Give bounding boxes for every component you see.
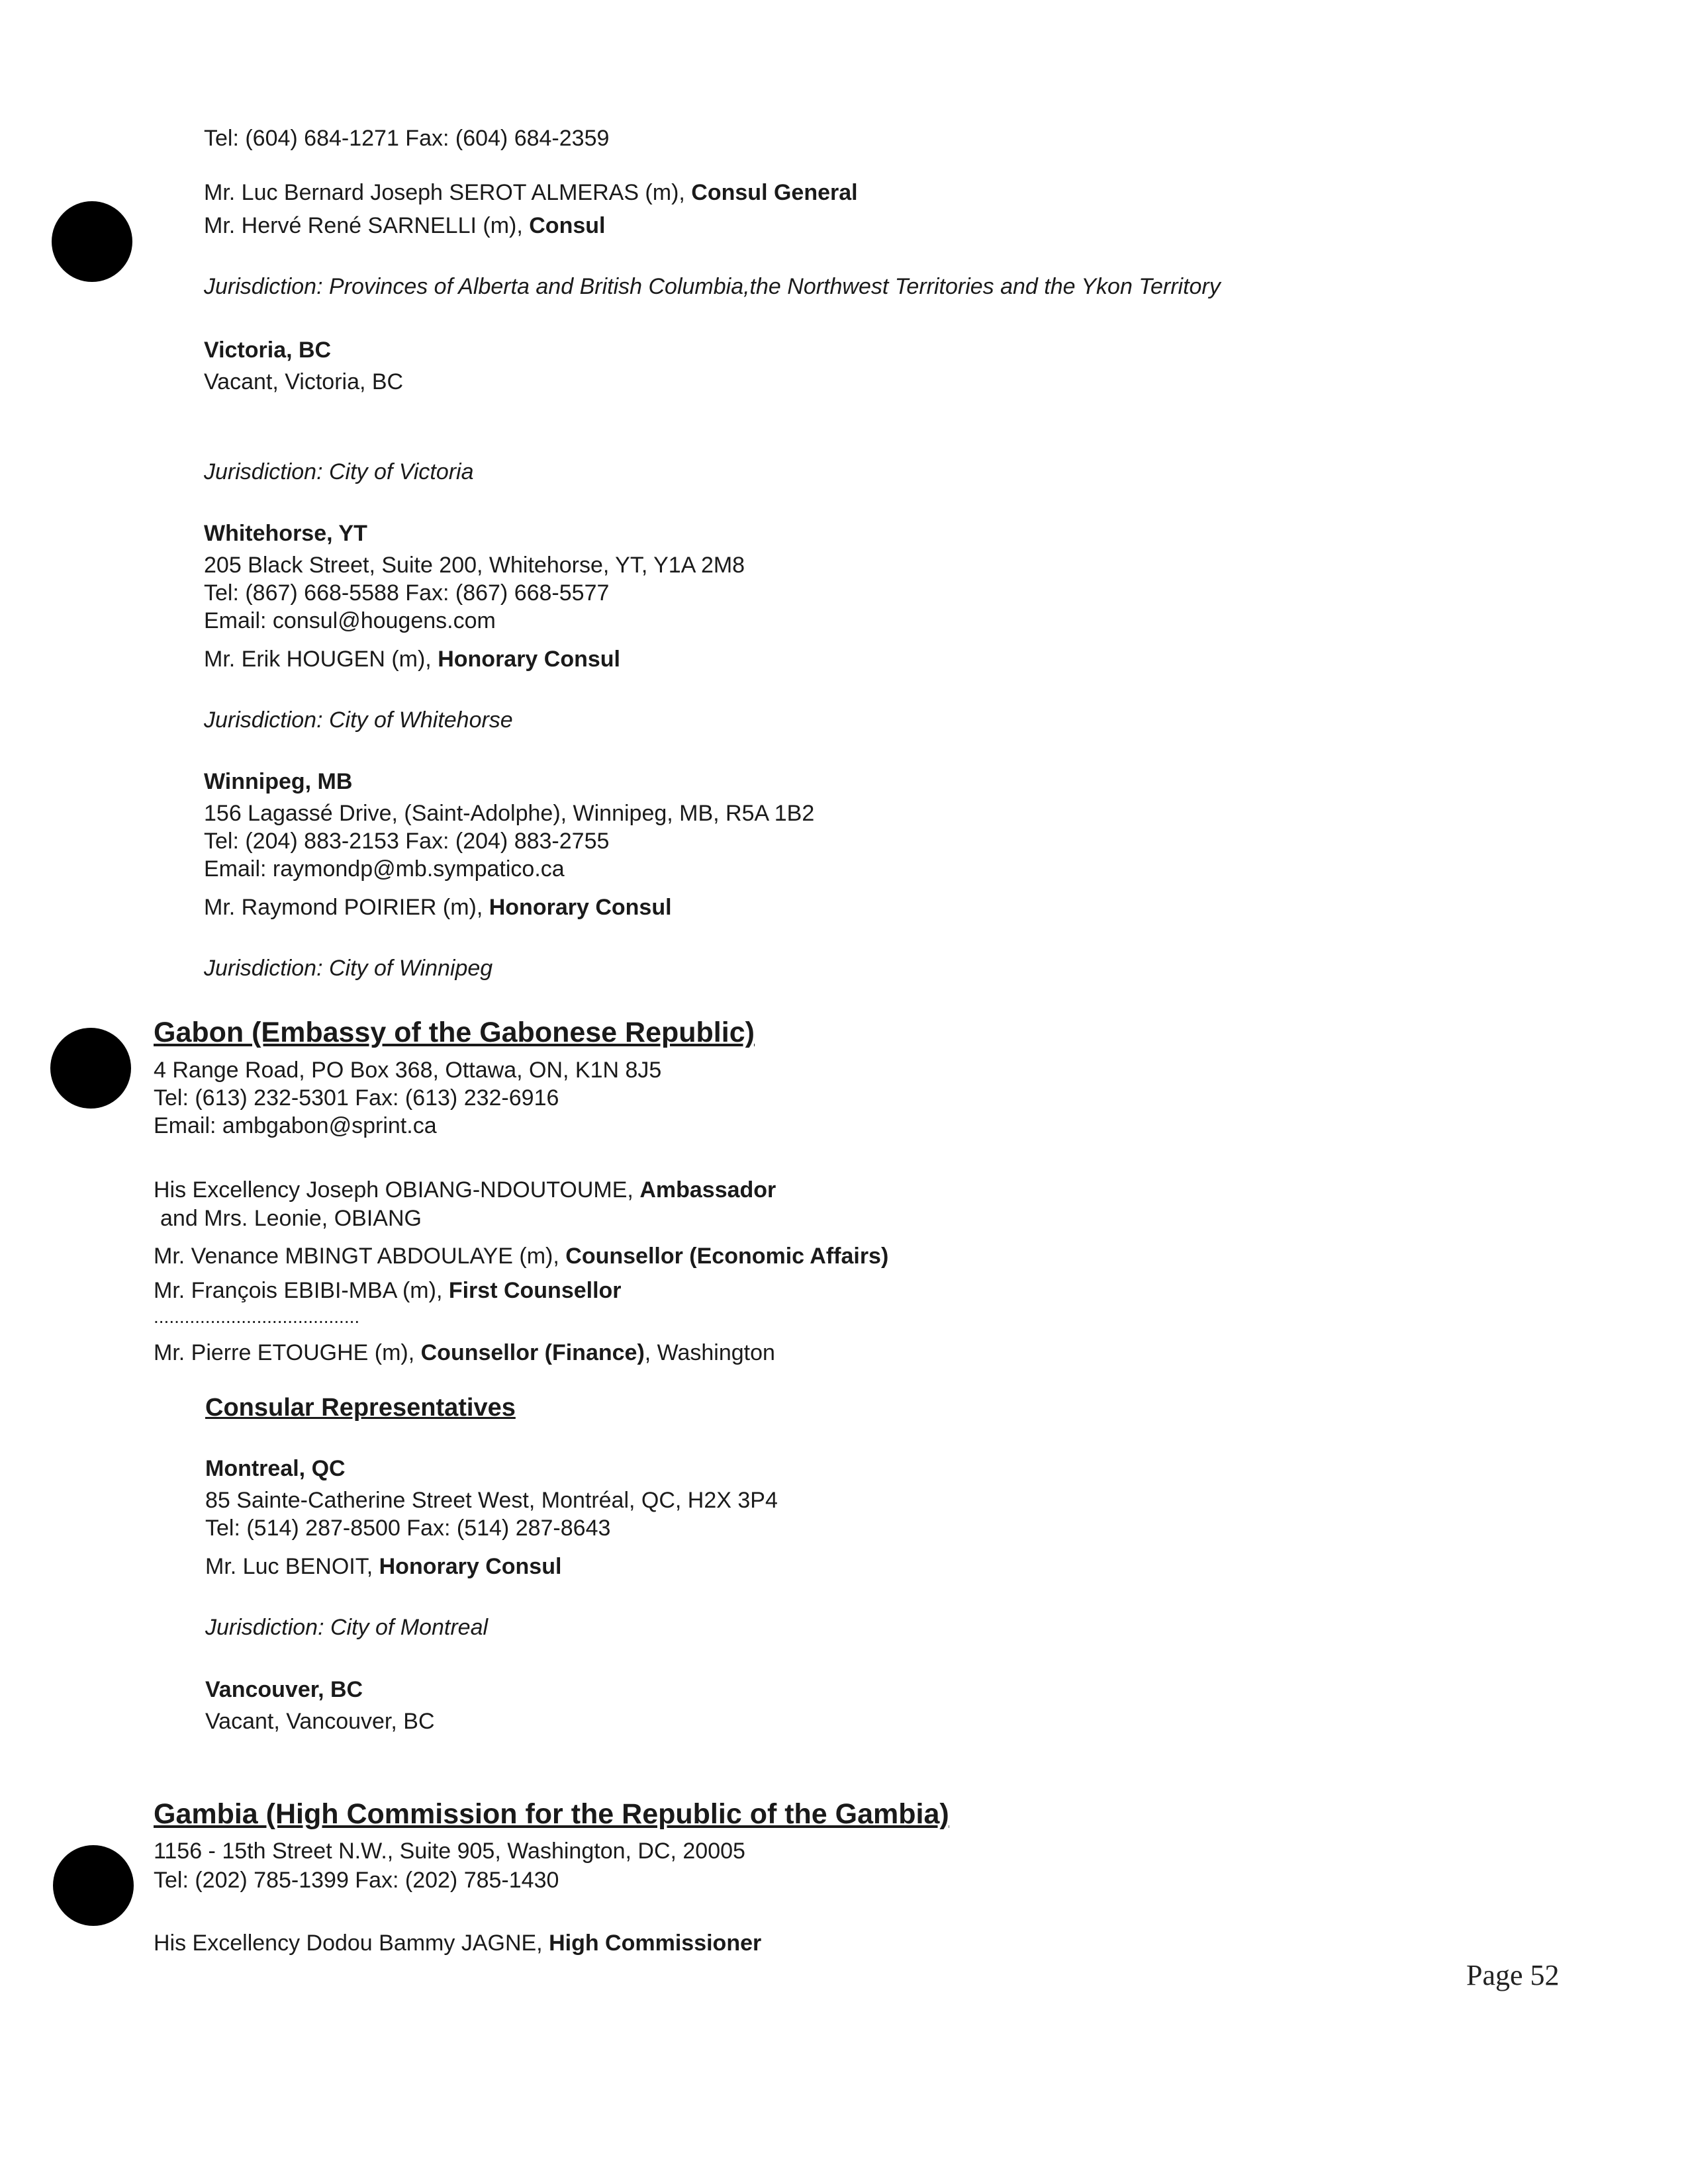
binder-hole-bottom (53, 1845, 134, 1926)
city-heading-victoria: Victoria, BC (204, 338, 332, 363)
person-name: Mr. Erik HOUGEN (m), (204, 647, 438, 672)
city-heading-montreal: Montreal, QC (205, 1456, 346, 1481)
jurisdiction: Jurisdiction: City of Winnipeg (204, 956, 493, 981)
tel-fax: Tel: (202) 785-1399 Fax: (202) 785-1430 (154, 1868, 559, 1893)
person-title: Consul (529, 213, 606, 238)
representative-line (204, 212, 605, 240)
person-name: His Excellency Dodou Bammy JAGNE, (154, 1931, 549, 1956)
representative-line (154, 1929, 761, 1957)
person-name: Mr. Hervé René SARNELLI (m), (204, 213, 530, 238)
tel-fax: Tel: (613) 232-5301 Fax: (613) 232-6916 (154, 1085, 559, 1111)
page-number: Page 52 (1466, 1959, 1560, 1991)
address: 4 Range Road, PO Box 368, Ottawa, ON, K1N 8J5 (154, 1058, 662, 1083)
address: 156 Lagassé Drive, (Saint-Adolphe), Winnipeg, MB, R5A 1B2 (204, 801, 815, 826)
jurisdiction: Jurisdiction: City of Montreal (205, 1615, 489, 1640)
address: 205 Black Street, Suite 200, Whitehorse, YT, Y1A 2M8 (204, 553, 745, 578)
vacant-status: Vacant, Vancouver, BC (205, 1709, 435, 1734)
representative-line (204, 645, 620, 673)
country-heading-gambia: Gambia (High Commission for the Republic of the Gambia) (154, 1798, 949, 1830)
person-name: Mr. Luc BENOIT, (205, 1554, 379, 1579)
email: Email: ambgabon@sprint.ca (154, 1113, 437, 1138)
city-heading-winnipeg: Winnipeg, MB (204, 769, 353, 794)
binder-hole-middle (50, 1028, 131, 1109)
representative-line (154, 1277, 622, 1304)
person-name: Mr. Luc Bernard Joseph SEROT ALMERAS (m), (204, 180, 692, 205)
tel-fax: Tel: (204) 883-2153 Fax: (204) 883-2755 (204, 829, 610, 854)
jurisdiction: Jurisdiction: City of Whitehorse (204, 707, 513, 733)
tel-fax: Tel: (867) 668-5588 Fax: (867) 668-5577 (204, 580, 610, 606)
person-title: Consul General (691, 180, 858, 205)
city-heading-vancouver: Vancouver, BC (205, 1677, 363, 1702)
representative-line (154, 1339, 775, 1367)
person-name: Mr. François EBIBI-MBA (m), (154, 1278, 449, 1303)
email: Email: raymondp@mb.sympatico.ca (204, 856, 565, 882)
person-title: Counsellor (Finance) (420, 1340, 645, 1365)
address: 1156 - 15th Street N.W., Suite 905, Washington, DC, 20005 (154, 1839, 745, 1864)
representative-line (154, 1242, 888, 1270)
person-name: Mr. Pierre ETOUGHE (m), (154, 1340, 421, 1365)
person-title: High Commissioner (549, 1931, 762, 1956)
city-heading-whitehorse: Whitehorse, YT (204, 521, 367, 546)
person-title: Honorary Consul (379, 1554, 562, 1579)
person-name: His Excellency Joseph OBIANG-NDOUTOUME, (154, 1177, 640, 1203)
jurisdiction: Jurisdiction: Provinces of Alberta and British Columbia,the Northwest Territories and the Ykon Territory (204, 274, 1221, 299)
representative-line (204, 893, 672, 921)
binder-hole-top (52, 201, 132, 282)
vacant-status: Vacant, Victoria, BC (204, 369, 404, 394)
representative-line (154, 1176, 776, 1204)
tel-fax: Tel: (604) 684-1271 Fax: (604) 684-2359 (204, 126, 610, 151)
person-title: Ambassador (639, 1177, 776, 1203)
person-title: First Counsellor (448, 1278, 622, 1303)
person-name: Mr. Raymond POIRIER (m), (204, 895, 489, 920)
person-name: Mr. Venance MBINGT ABDOULAYE (m), (154, 1244, 566, 1269)
representative-line (204, 179, 858, 206)
spouse-line: and Mrs. Leonie, OBIANG (160, 1206, 422, 1231)
person-title: Counsellor (Economic Affairs) (565, 1244, 889, 1269)
person-title: Honorary Consul (489, 895, 672, 920)
consular-representatives-heading: Consular Representatives (205, 1394, 516, 1422)
jurisdiction: Jurisdiction: City of Victoria (204, 459, 474, 484)
representative-line (205, 1553, 561, 1580)
tel-fax: Tel: (514) 287-8500 Fax: (514) 287-8643 (205, 1516, 611, 1541)
country-heading-gabon: Gabon (Embassy of the Gabonese Republic) (154, 1017, 755, 1048)
person-location: , Washington (644, 1340, 775, 1365)
person-title: Honorary Consul (438, 647, 621, 672)
dotted-separator: ........................................ (154, 1306, 360, 1327)
address: 85 Sainte-Catherine Street West, Montréal, QC, H2X 3P4 (205, 1488, 778, 1513)
email: Email: consul@hougens.com (204, 608, 496, 633)
